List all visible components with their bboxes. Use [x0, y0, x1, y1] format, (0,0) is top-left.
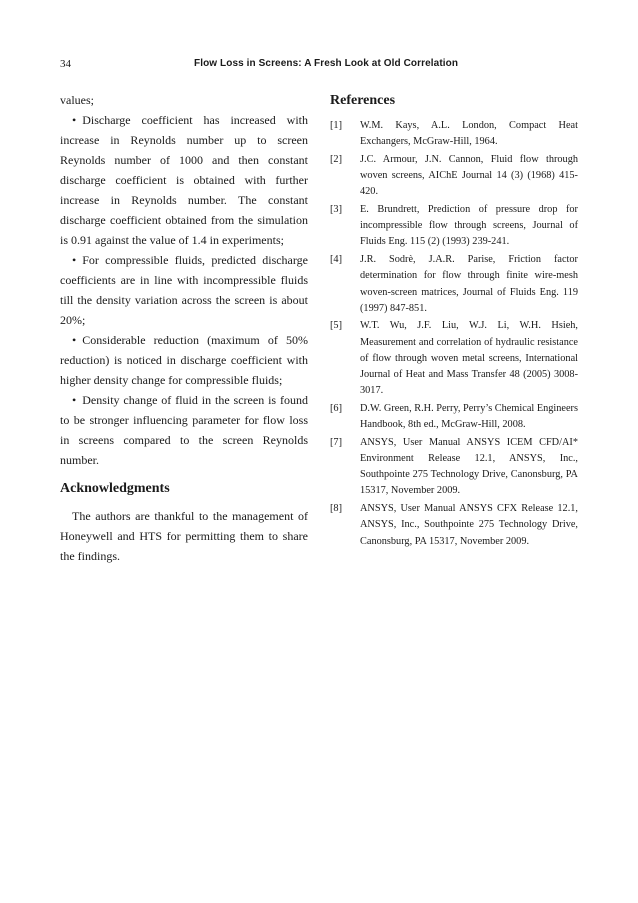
reference-number: [8]	[330, 503, 343, 515]
reference-item	[330, 501, 578, 550]
reference-number: [5]	[330, 320, 343, 332]
references-heading: References	[330, 93, 396, 108]
acknowledgments-heading: Acknowledgments	[60, 481, 170, 496]
reference-number: [1]	[330, 120, 343, 131]
reference-item	[330, 401, 578, 433]
intro-text: values;	[60, 93, 94, 107]
reference-item	[330, 435, 578, 500]
page-number: 34	[60, 58, 71, 70]
reference-item	[330, 152, 578, 201]
bullet-item	[60, 330, 308, 390]
reference-text: ANSYS, User Manual ANSYS CFX Release 12.1, ANSYS, Inc., Southpointe 275 Technology Drive, Canonsburg, PA 15317, November 2009.	[360, 503, 578, 547]
reference-number: [2]	[330, 153, 343, 165]
bullet-text: Discharge coefficient has increased with increase in Reynolds number up to screen Reynolds number of 1000 and then constant discharge coefficient is obtained with further increase in Reynolds number. The constant discharge coefficient obtained from the simulation is 0.91 against the value of 1.4 in experiments;	[60, 113, 308, 247]
bullet-icon: •	[72, 393, 77, 407]
reference-number: [3]	[330, 204, 343, 216]
reference-text: J.C. Armour, J.N. Cannon, Fluid flow through woven screens, AIChE Journal 14 (3) (1968) 415-420.	[360, 153, 578, 198]
bullet-item	[60, 250, 308, 330]
running-title: Flow Loss in Screens: A Fresh Look at Old Correlation	[194, 58, 459, 69]
bullet-icon: •	[72, 253, 77, 267]
reference-number: [4]	[330, 254, 343, 266]
bullet-item	[60, 390, 308, 470]
bullet-icon: •	[72, 333, 77, 347]
reference-text: W.M. Kays, A.L. London, Compact Heat Exchangers, McGraw-Hill, 1964.	[360, 120, 578, 148]
reference-item	[330, 252, 578, 317]
left-column	[60, 90, 308, 566]
reference-number: [7]	[330, 436, 343, 448]
reference-text: W.T. Wu, J.F. Liu, W.J. Li, W.H. Hsieh, Measurement and correlation of hydraulic resistance of flow through woven metal screens, International Journal of Heat and Mass Transfer 48 (2005) 3008-3017.	[360, 320, 578, 397]
bullet-item	[60, 110, 308, 250]
reference-text: J.R. Sodrè, J.A.R. Parise, Friction factor determination for flow through finite wire-mesh woven-screen matrices, Journal of Fluids Eng. 119 (1997) 847-851.	[360, 254, 578, 314]
reference-item	[330, 318, 578, 399]
reference-text: D.W. Green, R.H. Perry, Perry’s Chemical Engineers Handbook, 8th ed., McGraw-Hill, 2008.	[360, 402, 578, 431]
bullet-text: For compressible fluids, predicted discharge coefficients are in line with incompressible fluids till the density variation across the screen is about 20%;	[60, 253, 308, 327]
bullet-text: Considerable reduction (maximum of 50% reduction) is noticed in discharge coefficient with higher density change for compressible fluids;	[60, 333, 308, 387]
bullet-text: Density change of fluid in the screen is found to be stronger influencing parameter for flow loss in screens compared to the screen Reynolds number.	[60, 393, 308, 467]
reference-text: E. Brundrett, Prediction of pressure drop for incompressible flow through screens, Journal of Fluids Eng. 115 (2) (1993) 239-241.	[360, 204, 578, 248]
right-column	[330, 90, 578, 551]
page-header	[60, 58, 580, 76]
reference-number: [6]	[330, 402, 343, 414]
bullet-icon: •	[72, 113, 77, 127]
acknowledgments-text: The authors are thankful to the management of Honeywell and HTS for permitting them to share the findings.	[60, 509, 308, 563]
reference-item	[330, 202, 578, 251]
reference-item	[330, 118, 578, 150]
reference-text: ANSYS, User Manual ANSYS ICEM CFD/AI* Environment Release 12.1, ANSYS, Inc., Southpointe 275 Technology Drive, Canonsburg, PA 15317, November 2009.	[360, 436, 578, 497]
